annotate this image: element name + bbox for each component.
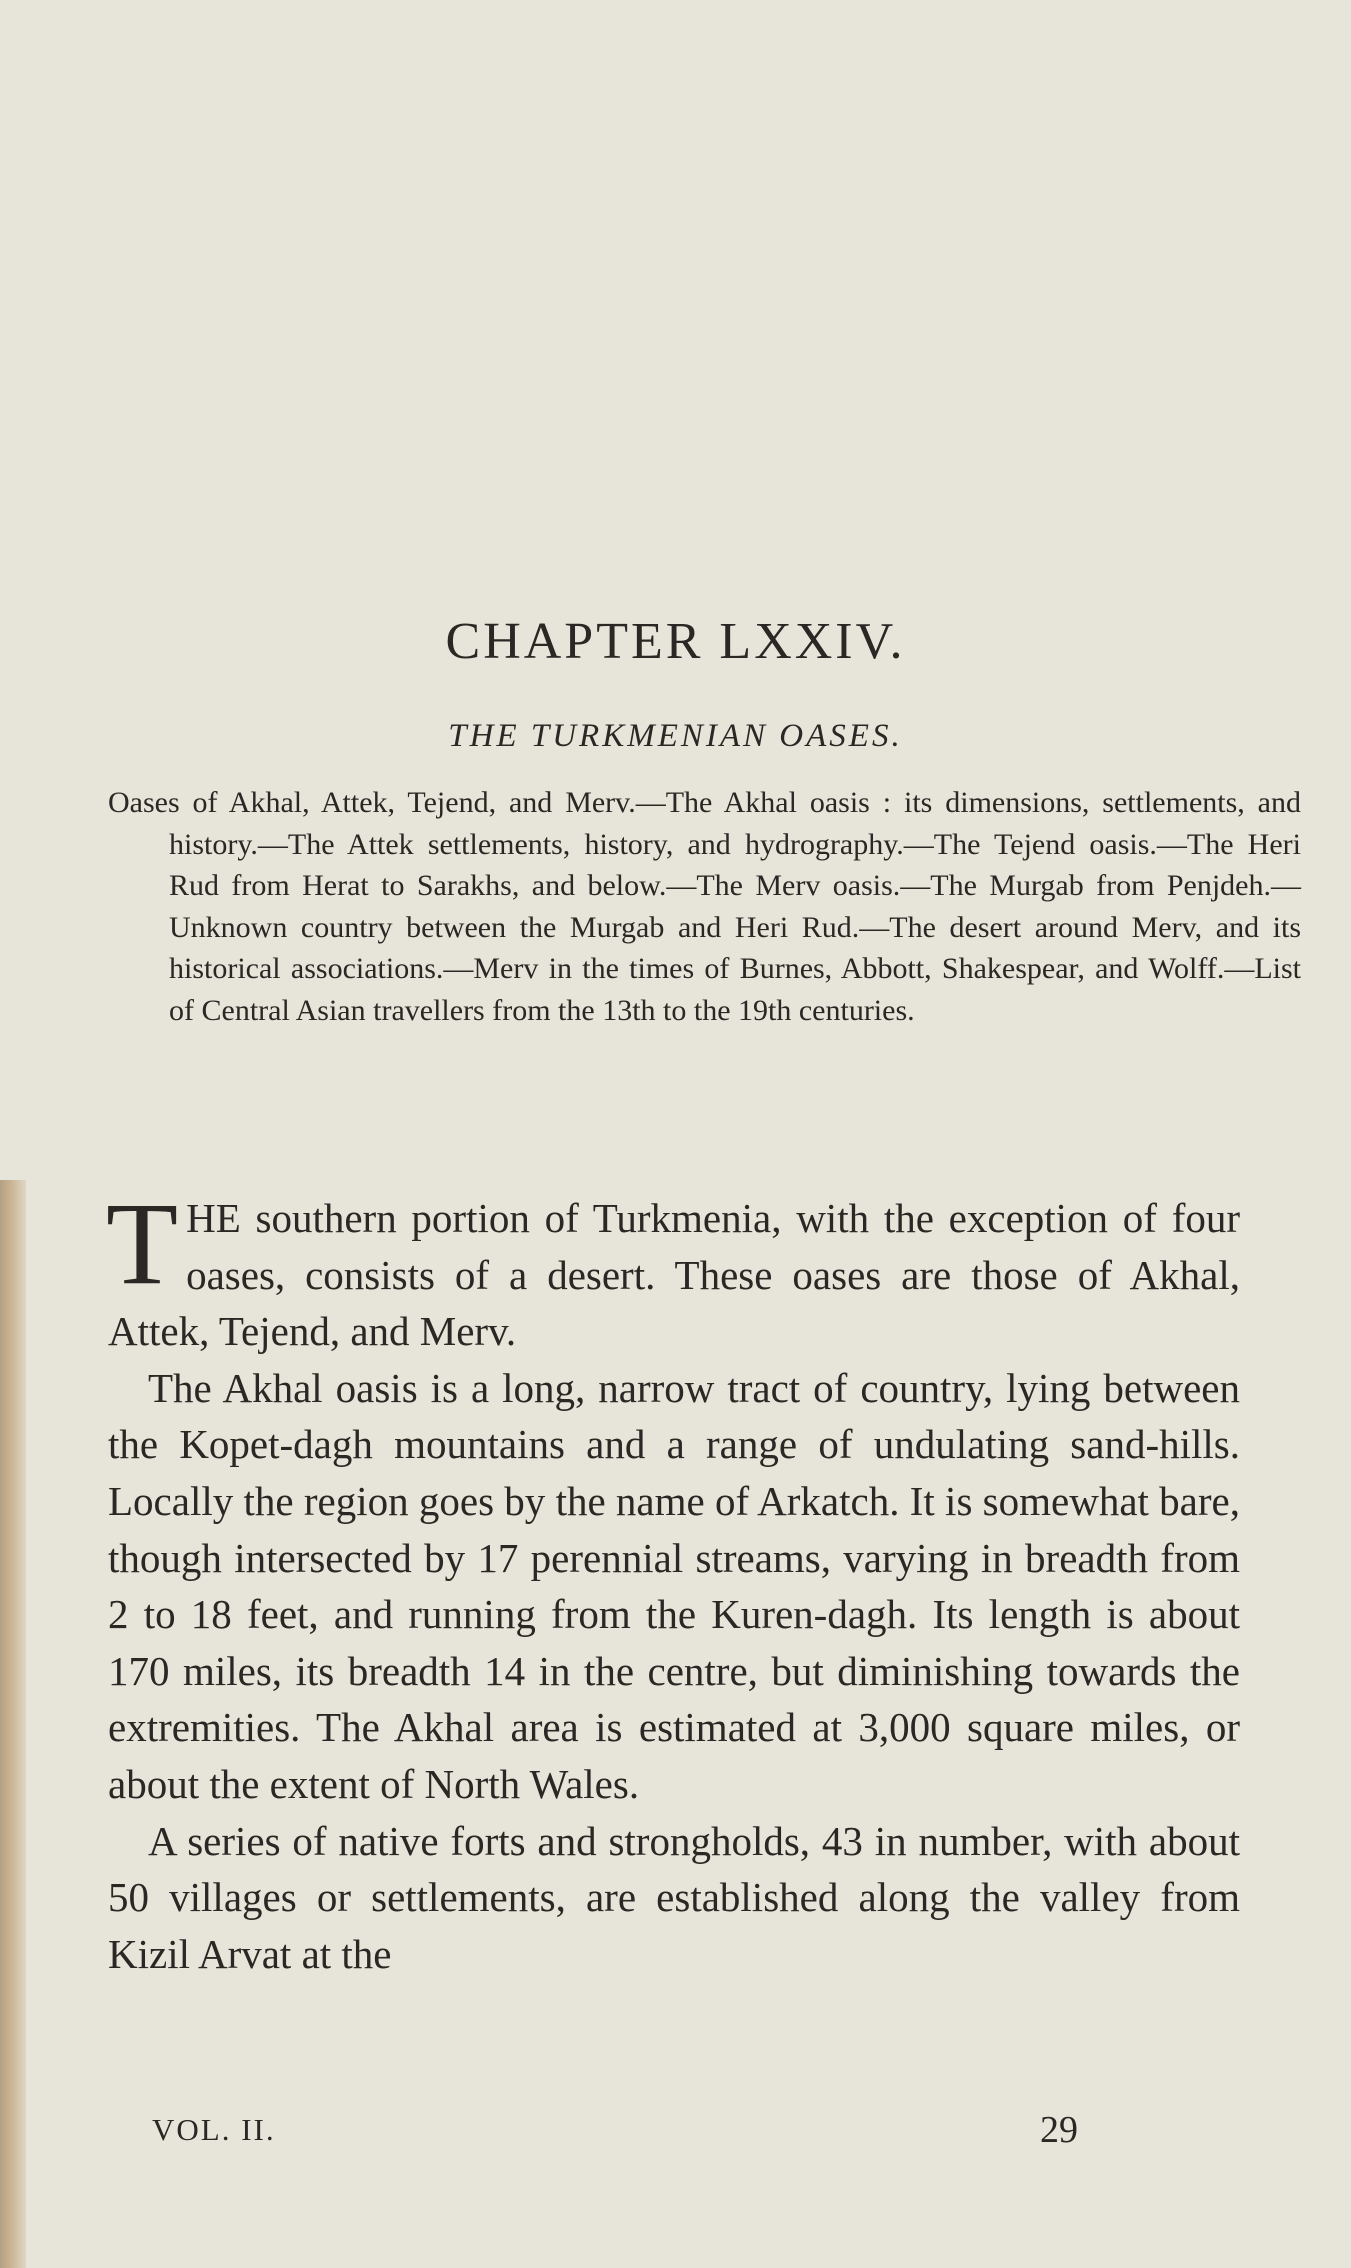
paragraph-1: THE southern portion of Turkmenia, with the exception of four oases, consists of a desert. These oases are those of Akhal, Attek, Tejend, and Merv. — [106, 1178, 1240, 1355]
body-text — [106, 1178, 1240, 1982]
page-number: 29 — [1040, 2109, 1078, 2151]
paragraph-2: The Akhal oasis is a long, narrow tract of country, lying between the Kopet-dagh mountains and a range of undulating sand-hills. Locally the region goes by the name of Arkatch. It is somewhat bare, though intersected by 17 perennial streams, varying in breadth from 2 to 18 feet, and running from the Kuren-dagh. Its length is about 170 miles, its breadth 14 in the centre, but diminishing towards the extremities. The Akhal area is estimated at 3,000 square miles, or about the extent of North Wales. — [108, 1364, 1240, 1807]
paragraph-3: A series of native forts and strongholds, 43 in number, with about 50 villages or settlements, are established along the valley from Kizil Arvat at the — [108, 1817, 1240, 1977]
chapter-summary: Oases of Akhal, Attek, Tejend, and Merv.—The Akhal oasis : its dimensions, settlements, and history.—The Attek settlements, history, and hydrography.—The Tejend oasis.—The Heri Rud from Herat to Sarakhs, and below.—The Merv oasis.—The Murgab from Penjdeh.—Unknown country between the Murgab and Heri Rud.—The desert around Merv, and its historical associations.—Merv in the times of Burnes, Abbott, Shakespear, and Wolff.—List of Central Asian travellers from the 13th to the 19th centuries. — [108, 786, 1301, 1027]
volume-signature: VOL. II. — [152, 2112, 276, 2147]
chapter-subtitle: THE TURKMENIAN OASES. — [448, 718, 903, 754]
chapter-title: CHAPTER LXXIV. — [445, 613, 906, 670]
page-edge-shadow — [0, 1180, 26, 2268]
